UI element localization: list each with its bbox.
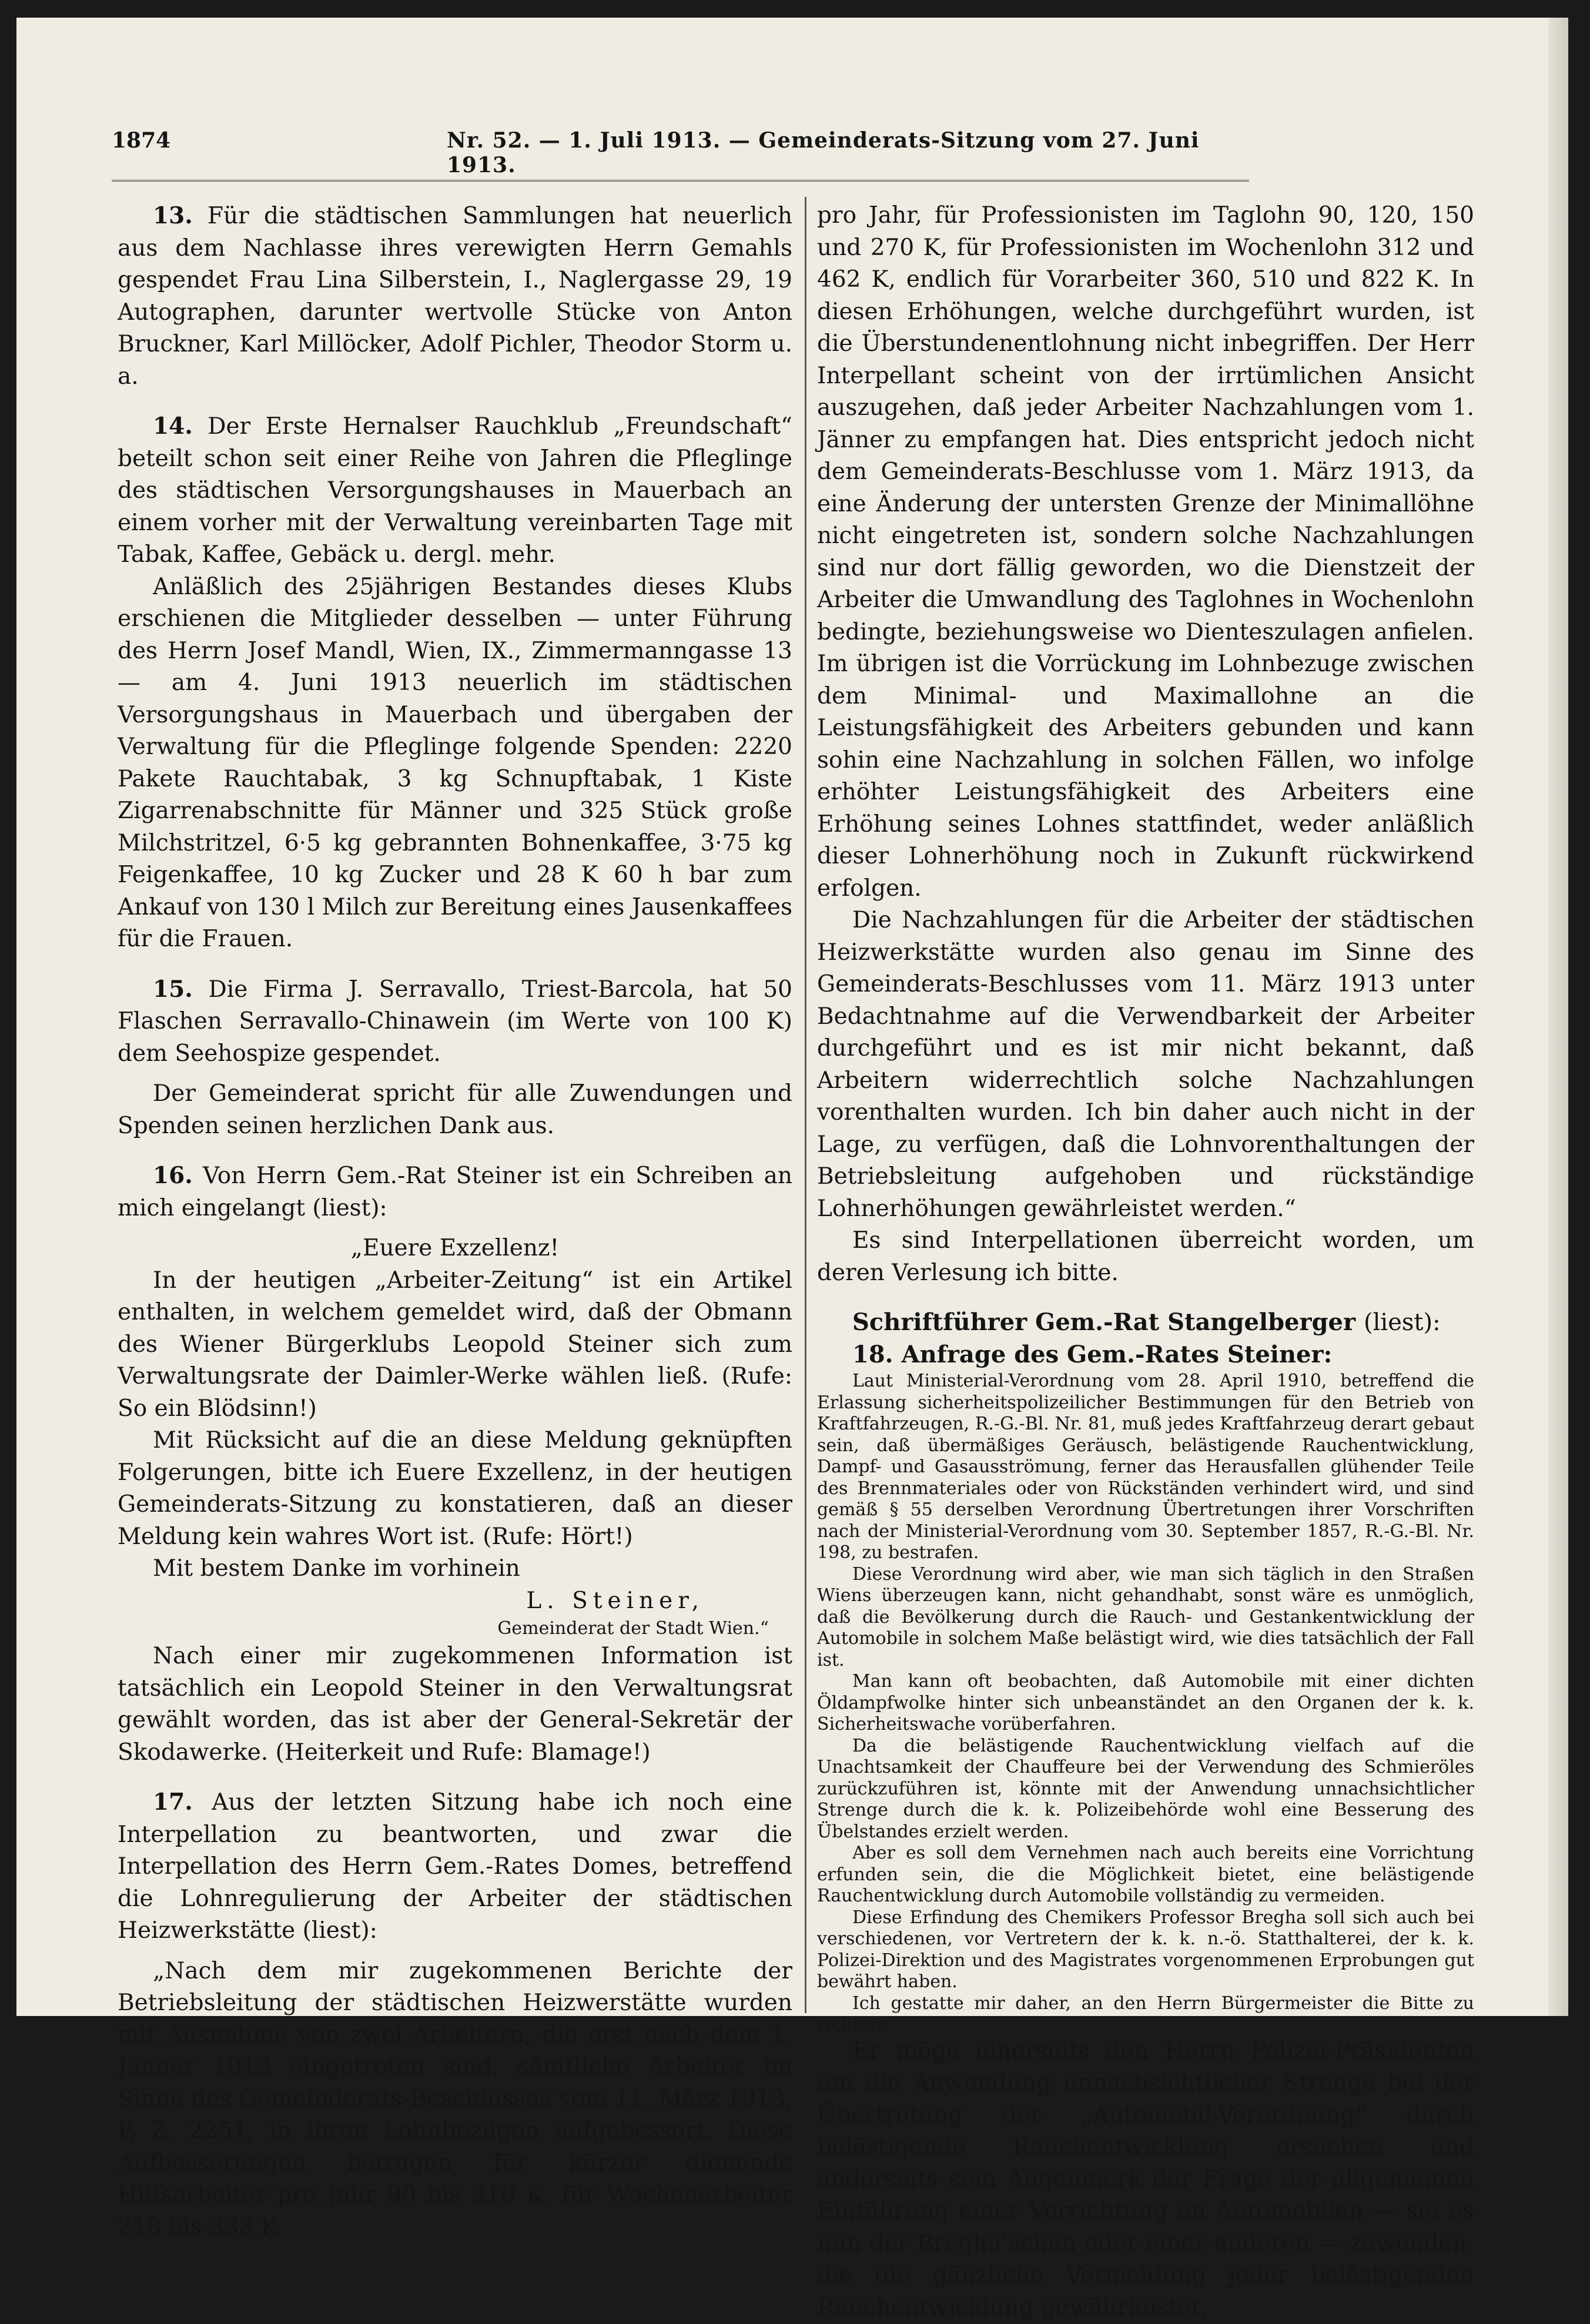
page-edge-shadow	[1548, 18, 1568, 2016]
letter-closing: Mit bestem Danke im vorhinein	[118, 1553, 792, 1585]
clerk-heading	[817, 1307, 1474, 1339]
interpellations-note: Es sind Interpellationen überreicht worden, um deren Verlesung ich bitte.	[817, 1225, 1474, 1289]
clerk-name: Schriftführer Gem.-Rat Stangelberger	[852, 1308, 1355, 1336]
item-number: 17.	[153, 1789, 193, 1816]
item-text: Der Erste Hernalser Rauchklub „Freundschaft“ beteilt schon seit einer Reihe von Jahren die Pfleglinge des städtischen Versorgungshauses in Mauerbach an einem vorher mit der Verwaltung vereinbarten Tage mit Tabak, Kaffee, Gebäck u. dergl. mehr.	[118, 413, 792, 568]
item-16	[118, 1160, 792, 1224]
item-number: 14.	[153, 413, 193, 440]
letter-paragraph: In der heutigen „Arbeiter-Zeitung“ ist ein Artikel enthalten, in welchem gemeldet wird, daß der Obmann des Wiener Bürgerklubs Leopold Steiner sich zum Verwaltungsrate der Daimler-Werke wählen ließ. (Rufe: So ein Blödsinn!)	[118, 1265, 792, 1425]
column-divider	[805, 197, 806, 2013]
letter-salutation: „Euere Exzellenz!	[118, 1233, 792, 1265]
item-text: Die Firma J. Serravallo, Triest-Barcola, hat 50 Flaschen Serravallo-Chinawein (im Werte von 100 K) dem Seehospize gespendet.	[118, 976, 792, 1067]
item-16-response: Nach einer mir zugekommenen Information ist tatsächlich ein Leopold Steiner in den Verwaltungsrat gewählt worden, das ist aber der General-Sekretär der Skodawerke. (Heiterkeit und Rufe: Blamage!)	[118, 1640, 792, 1769]
item-14	[118, 410, 792, 571]
inquiry-paragraph: Man kann oft beobachten, daß Automobile mit einer dichten Öldampfwolke hinter sich unbeanständet an den Organen der k. k. Sicherheitswache vorüberfahren.	[817, 1671, 1474, 1736]
inquiry-paragraph: Diese Erfindung des Chemikers Professor Bregha soll sich auch bei verschiedenen, vor Vertretern der k. k. n.-ö. Statthalterei, der k. k. Polizei-Direktion und des Magistrates vorgenommenen Erprobungen gut bewährt haben.	[817, 1907, 1474, 1993]
inquiry-request: Er möge einerseits den Herrn Polizei-Präsidenten um die Anwendung unnachsichtlicher Strenge bei der Übertretung der „Automobil-Verordnung“ durch belästigende Rauchentwicklung ersuchen und anderseits sein Augenmerk der Frage der allgemeinen Einführung einer Vorrichtung an Automobilen — sei es nun der Bregha’schen oder einer anderen — zuwenden, die die gänzliche Vermeidung jeder belästigenden Rauchentwicklung gewährleistet.	[817, 2036, 1474, 2324]
left-column	[118, 200, 792, 2243]
item-number: 16.	[153, 1162, 193, 1189]
item-text: Aus der letzten Sitzung habe ich noch eine Interpellation zu beantworten, und zwar die Interpellation des Herrn Gem.-Rates Domes, betreffend die Lohnregulierung der Arbeiter der städtischen Heizwerkstätte (liest):	[118, 1789, 792, 1944]
clerk-suffix: (liest):	[1364, 1309, 1441, 1336]
inquiry-paragraph: Laut Ministerial-Verordnung vom 28. April 1910, betreffend die Erlassung sicherheitspolizeilicher Bestimmungen für den Betrieb von Kraftfahrzeugen, R.-G.-Bl. Nr. 81, muß jedes Kraftfahrzeug derart gebaut sein, daß übermäßiges Geräusch, belästigende Rauchentwicklung, Dampf- und Gasausströmung, ferner das Herausfallen glühender Teile des Brennmateriales oder von Rückständen verhindert wird, und sind gemäß § 55 derselben Verordnung Übertretungen ihrer Vorschriften nach der Ministerial-Verordnung vom 30. September 1857, R.-G.-Bl. Nr. 198, zu bestrafen.	[817, 1371, 1474, 1564]
inquiry-paragraph: Da die belästigende Rauchentwicklung vielfach auf die Unachtsamkeit der Chauffeure bei der Verwendung des Schmieröles zurückzuführen ist, könnte mit der Anwendung unnachsichtlicher Strenge durch die k. k. Polizeibehörde wohl eine Besserung des Übelstandes erzielt werden.	[817, 1736, 1474, 1843]
inquiry-paragraph: Diese Verordnung wird aber, wie man sich täglich in den Straßen Wiens überzeugen kann, nicht gehandhabt, sonst wäre es unmöglich, daß die Bevölkerung durch die Rauch- und Gestankentwicklung der Automobile in solchem Maße belästigt wird, wie dies tatsächlich der Fall ist.	[817, 1564, 1474, 1672]
item-text: Für die städtischen Sammlungen hat neuerlich aus dem Nachlasse ihres verewigten Herrn Gemahls gespendet Frau Lina Silberstein, I., Naglergasse 29, 19 Autographen, darunter wertvolle Stücke von Anton Bruckner, Karl Millöcker, Adolf Pichler, Theodor Storm u. a.	[118, 203, 792, 390]
item-number: 18.	[852, 1341, 893, 1368]
item-14-paragraph-2: Anläßlich des 25jährigen Bestandes dieses Klubs erschienen die Mitglieder desselben — unter Führung des Herrn Josef Mandl, Wien, IX., Zimmermanngasse 13 — am 4. Juni 1913 neuerlich im städtischen Versorgungshaus in Mauerbach und übergaben der Verwaltung für die Pfleglinge folgende Spenden: 2220 Pakete Rauchtabak, 3 kg Schnupftabak, 1 Kiste Zigarrenabschnitte für Männer und 325 Stück große Milchstritzel, 6·5 kg gebrannten Bohnenkaffee, 3·75 kg Feigenkaffee, 10 kg Zucker und 28 K 60 h bar zum Ankauf von 130 l Milch zur Bereitung eines Jausenkaffees für die Frauen.	[118, 571, 792, 956]
inquiry-text	[817, 1371, 1474, 2036]
running-title: Nr. 52. — 1. Juli 1913. — Gemeinderats-Sitzung vom 27. Juni 1913.	[447, 128, 1229, 178]
newspaper-page	[16, 18, 1568, 2016]
letter-signature: L. Steiner,	[118, 1585, 792, 1618]
right-column	[817, 200, 1474, 2324]
item-17	[118, 1786, 792, 1947]
item-13	[118, 200, 792, 393]
item-15	[118, 973, 792, 1070]
item-18-heading	[817, 1339, 1474, 1371]
quote-continuation-2: Die Nachzahlungen für die Arbeiter der städtischen Heizwerkstätte wurden also genau im Sinne des Gemeinderats-Beschlusses vom 11. März 1913 unter Bedachtnahme auf die Verwendbarkeit der Arbeiter durchgeführt und es ist mir nicht bekannt, daß Arbeitern widerrechtlich solche Nachzahlungen vorenthalten wurden. Ich bin daher auch nicht in der Lage, zu verfügen, daß die Lohnvorenthaltungen der Betriebsleitung aufgehoben und rückständige Lohnerhöhungen gewährleistet werden.“	[817, 905, 1474, 1225]
item-18-title: Anfrage des Gem.-Rates Steiner:	[902, 1341, 1333, 1368]
letter-paragraph: Mit Rücksicht auf die an diese Meldung geknüpften Folgerungen, bitte ich Euere Exzellenz, in der heutigen Gemeinderats-Sitzung zu konstatieren, daß an dieser Meldung kein wahres Wort ist. (Rufe: Hört!)	[118, 1425, 792, 1553]
header-rule	[112, 180, 1249, 187]
item-number: 13.	[153, 202, 193, 229]
page-number: 1874	[112, 128, 170, 153]
item-text: Von Herrn Gem.-Rat Steiner ist ein Schreiben an mich eingelangt (liest):	[118, 1163, 792, 1221]
item-number: 15.	[153, 976, 193, 1003]
item-17-quote: „Nach dem mir zugekommenen Berichte der Betriebsleitung der städtischen Heizwerstätte wurden mit Ausnahme von zwei Arbeitern, die erst nach dem 1. Jänner 1913 eingetreten sind, sämtliche Arbeiter im Sinne des Gemeinderats-Beschlusses vom 11. März 1913, P. Z. 2251, in ihren Lohnbezügen aufgebessert. Diese Aufbesserungen betragen für kürzer dienende Hilfsarbeiter pro Jahr 90 bis 210 K, für Wochenarbeiter 218 bis 333 K	[118, 1955, 792, 2244]
thanks-paragraph: Der Gemeinderat spricht für alle Zuwendungen und Spenden seinen herzlichen Dank aus.	[118, 1078, 792, 1142]
inquiry-paragraph: Aber es soll dem Vernehmen nach auch bereits eine Vorrichtung erfunden sein, die die Möglichkeit bietet, eine belästigende Rauchentwicklung durch Automobile vollständig zu vermeiden.	[817, 1843, 1474, 1907]
page-header	[112, 128, 1229, 163]
inquiry-paragraph: Ich gestatte mir daher, an den Herrn Bürgermeister die Bitte zu richten:	[817, 1993, 1474, 2036]
letter-signature-title: Gemeinderat der Stadt Wien.“	[118, 1617, 792, 1640]
quote-continuation: pro Jahr, für Professionisten im Taglohn 90, 120, 150 und 270 K, für Professionisten im Wochenlohn 312 und 462 K, endlich für Vorarbeiter 360, 510 und 822 K. In diesen Erhöhungen, welche durchgeführt wurden, ist die Überstundenentlohnung nicht inbegriffen. Der Herr Interpellant scheint von der irrtümlichen Ansicht auszugehen, daß jeder Arbeiter Nachzahlungen vom 1. Jänner zu empfangen hat. Dies entspricht jedoch nicht dem Gemeinderats-Beschlusse vom 1. März 1913, da eine Änderung der untersten Grenze der Minimallöhne nicht eingetreten ist, sondern solche Nachzahlungen sind nur dort fällig geworden, wo die Dienstzeit der Arbeiter die Umwandlung des Taglohnes in Wochenlohn bedingte, beziehungsweise wo Dienteszulagen anfielen. Im übrigen ist die Vorrückung im Lohnbezuge zwischen dem Minimal- und Maximallohne an die Leistungsfähigkeit des Arbeiters gebunden und kann sohin eine Nachzahlung in solchen Fällen, wo infolge erhöhter Leistungsfähigkeit des Arbeiters eine Erhöhung seines Lohnes stattfindet, weder anläßlich dieser Lohnerhöhung noch in Zukunft rückwirkend erfolgen.	[817, 200, 1474, 905]
